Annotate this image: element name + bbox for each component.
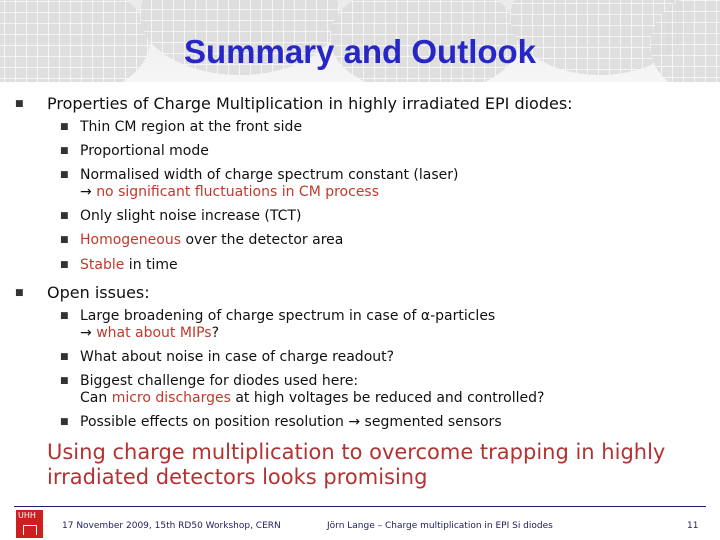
list-item-text: Possible effects on position resolution (80, 414, 349, 430)
square-bullet-icon: ■ (60, 170, 69, 180)
section2-heading-text: Open issues: (47, 283, 150, 302)
right-arrow-icon: → (80, 325, 92, 341)
conclusion-line: Using charge multiplication to overcome trapping in highly (47, 440, 666, 464)
list-item (60, 414, 502, 431)
list-item-text: ? (211, 325, 220, 341)
section-heading-properties (15, 94, 573, 114)
footer-date-event: 17 November 2009, 15th RD50 Workshop, CERN (62, 521, 281, 531)
square-bullet-icon: ■ (60, 146, 69, 156)
list-item-text-highlight: no significant fluctuations in CM process (96, 184, 380, 200)
logo-text: UHH (18, 511, 36, 520)
list-item-text: at high voltages be reduced and controlled? (230, 390, 545, 406)
list-item-text: Thin CM region at the front side (80, 119, 303, 135)
list-item (60, 232, 344, 249)
list-item-text: segmented sensors (360, 414, 502, 430)
list-item (60, 349, 395, 366)
page-title: Summary and Outlook (183, 33, 537, 70)
list-item (60, 143, 209, 160)
square-bullet-icon: ■ (60, 260, 69, 270)
conclusion-text (47, 440, 697, 490)
university-logo (16, 510, 43, 538)
list-item-text: Only slight noise increase (TCT) (80, 208, 302, 224)
list-item-text: Large broadening of charge spectrum in case of (80, 308, 421, 324)
page-number: 11 (687, 521, 699, 531)
right-arrow-icon: → (80, 184, 92, 200)
list-item-text: What about noise in case of charge readout? (80, 349, 395, 365)
square-bullet-icon: ■ (60, 352, 69, 362)
list-item (60, 373, 545, 407)
list-item-text: Normalised width of charge spectrum constant (laser) (80, 167, 459, 183)
list-item-text-highlight: micro discharges (111, 390, 231, 406)
list-item-text: Proportional mode (80, 143, 209, 159)
section-heading-open-issues (15, 283, 150, 303)
list-item-text: in time (124, 257, 178, 273)
square-bullet-icon: ■ (60, 311, 69, 321)
section1-heading-text: Properties of Charge Multiplication in highly irradiated EPI diodes: (47, 94, 573, 113)
square-bullet-icon: ■ (60, 211, 69, 221)
list-item (60, 257, 178, 274)
list-item-text: over the detector area (181, 232, 344, 248)
square-bullet-icon: ■ (60, 376, 69, 386)
list-item (60, 167, 459, 201)
square-bullet-icon: ■ (60, 235, 69, 245)
square-bullet-icon: ■ (15, 99, 24, 109)
footer-author-title: Jörn Lange – Charge multiplication in EPI Si diodes (327, 521, 553, 531)
footer-divider (14, 506, 706, 507)
square-bullet-icon: ■ (60, 417, 69, 427)
list-item (60, 208, 302, 225)
list-item-text: Can (80, 390, 112, 406)
alpha-symbol: α (420, 308, 431, 324)
square-bullet-icon: ■ (15, 288, 24, 298)
right-arrow-icon: → (348, 414, 361, 430)
list-item-text-highlight: Homogeneous (80, 232, 182, 248)
conclusion-line: irradiated detectors looks promising (47, 465, 428, 489)
list-item-text: Biggest challenge for diodes used here: (80, 373, 359, 389)
list-item (60, 308, 496, 342)
list-item-text: -particles (430, 308, 496, 324)
square-bullet-icon: ■ (60, 122, 69, 132)
list-item (60, 119, 303, 136)
header-banner (0, 0, 720, 82)
list-item-text-highlight: what about MIPs (96, 325, 212, 341)
logo-emblem-icon (23, 525, 37, 535)
list-item-text-highlight: Stable (80, 257, 125, 273)
